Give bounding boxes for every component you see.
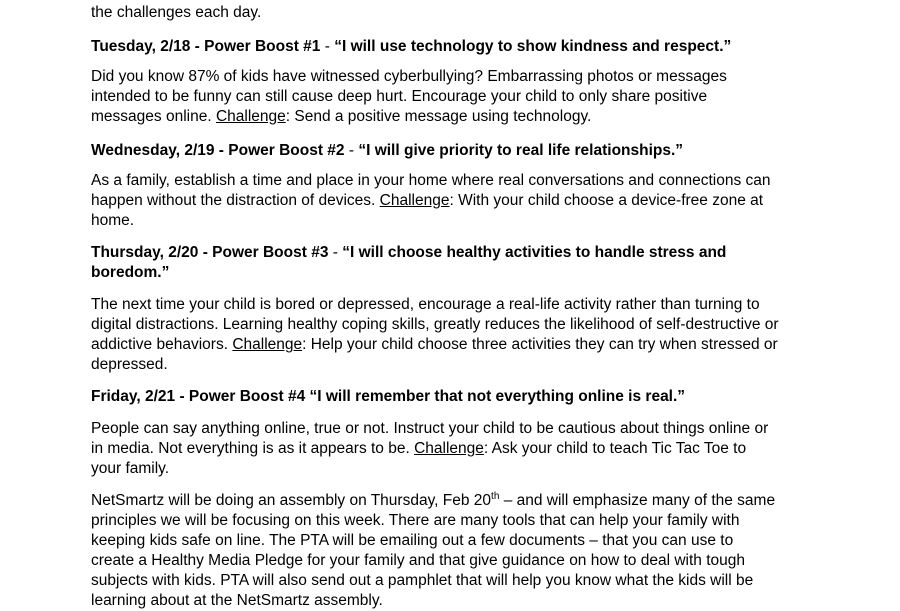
body-line: Did you know 87% of kids have witnessed cyberbullying? Embarrassing photos or messages [91, 68, 727, 85]
body-line: messages online. Challenge: Send a positive message using technology. [91, 108, 592, 125]
closing-line: create a Healthy Media Pledge for your family and that give guidance on how to deal with tough [91, 552, 745, 569]
challenge-label: Challenge [215, 108, 286, 125]
closing-line: keeping kids safe on line. The PTA will be emailing out a few documents – that you can use to [91, 532, 734, 549]
body-line: addictive behaviors. Challenge: Help your child choose three activities they can try when stressed or [91, 336, 778, 353]
body-line: in media. Not everything is as it appears to be. Challenge: Ask your child to teach Tic Tac Toe to [91, 440, 747, 457]
body-line: your family. [91, 460, 170, 477]
closing-line: NetSmartz will be doing an assembly on Thursday, Feb 20th – and will emphasize many of the same [91, 490, 776, 509]
challenge-label: Challenge [232, 336, 303, 353]
closing-line: principles we will be focusing on this week. There are many tools that can help your family with [91, 512, 740, 529]
body-line: happen without the distraction of devices. Challenge: With your child choose a device-free zone at [91, 192, 764, 209]
closing-line: subjects with kids. PTA will also send out a pamphlet that will help you know what the kids will be [91, 572, 754, 589]
section-heading: Thursday, 2/20 - Power Boost #3 - “I will choose healthy activities to handle stress and [91, 244, 727, 261]
body-line: digital distractions. Learning healthy coping skills, greatly reduces the likelihood of self-destructive or [91, 316, 779, 333]
section-heading: Friday, 2/21 - Power Boost #4 “I will remember that not everything online is real.” [91, 388, 686, 405]
body-line: home. [91, 212, 135, 229]
body-line: intended to be funny can still cause deep hurt. Encourage your child to only share positive [91, 88, 708, 105]
body-line: People can say anything online, true or not. Instruct your child to be cautious about things online or [91, 420, 769, 437]
body-line: As a family, establish a time and place in your home where real conversations and connections can [91, 172, 771, 189]
challenge-label: Challenge [379, 192, 450, 209]
section-heading: Wednesday, 2/19 - Power Boost #2 - “I will give priority to real life relationships.” [91, 142, 684, 159]
closing-line: learning about at the NetSmartz assembly. [91, 592, 383, 609]
challenge-label: Challenge [414, 440, 484, 457]
intro-line: the challenges each day. [91, 4, 262, 21]
body-line: The next time your child is bored or depressed, encourage a real-life activity rather than turning to [91, 296, 760, 313]
body-line: depressed. [91, 356, 168, 373]
section-heading: Tuesday, 2/18 - Power Boost #1 - “I will use technology to show kindness and respect.” [91, 38, 732, 55]
section-heading-cont: boredom.” [91, 264, 170, 281]
